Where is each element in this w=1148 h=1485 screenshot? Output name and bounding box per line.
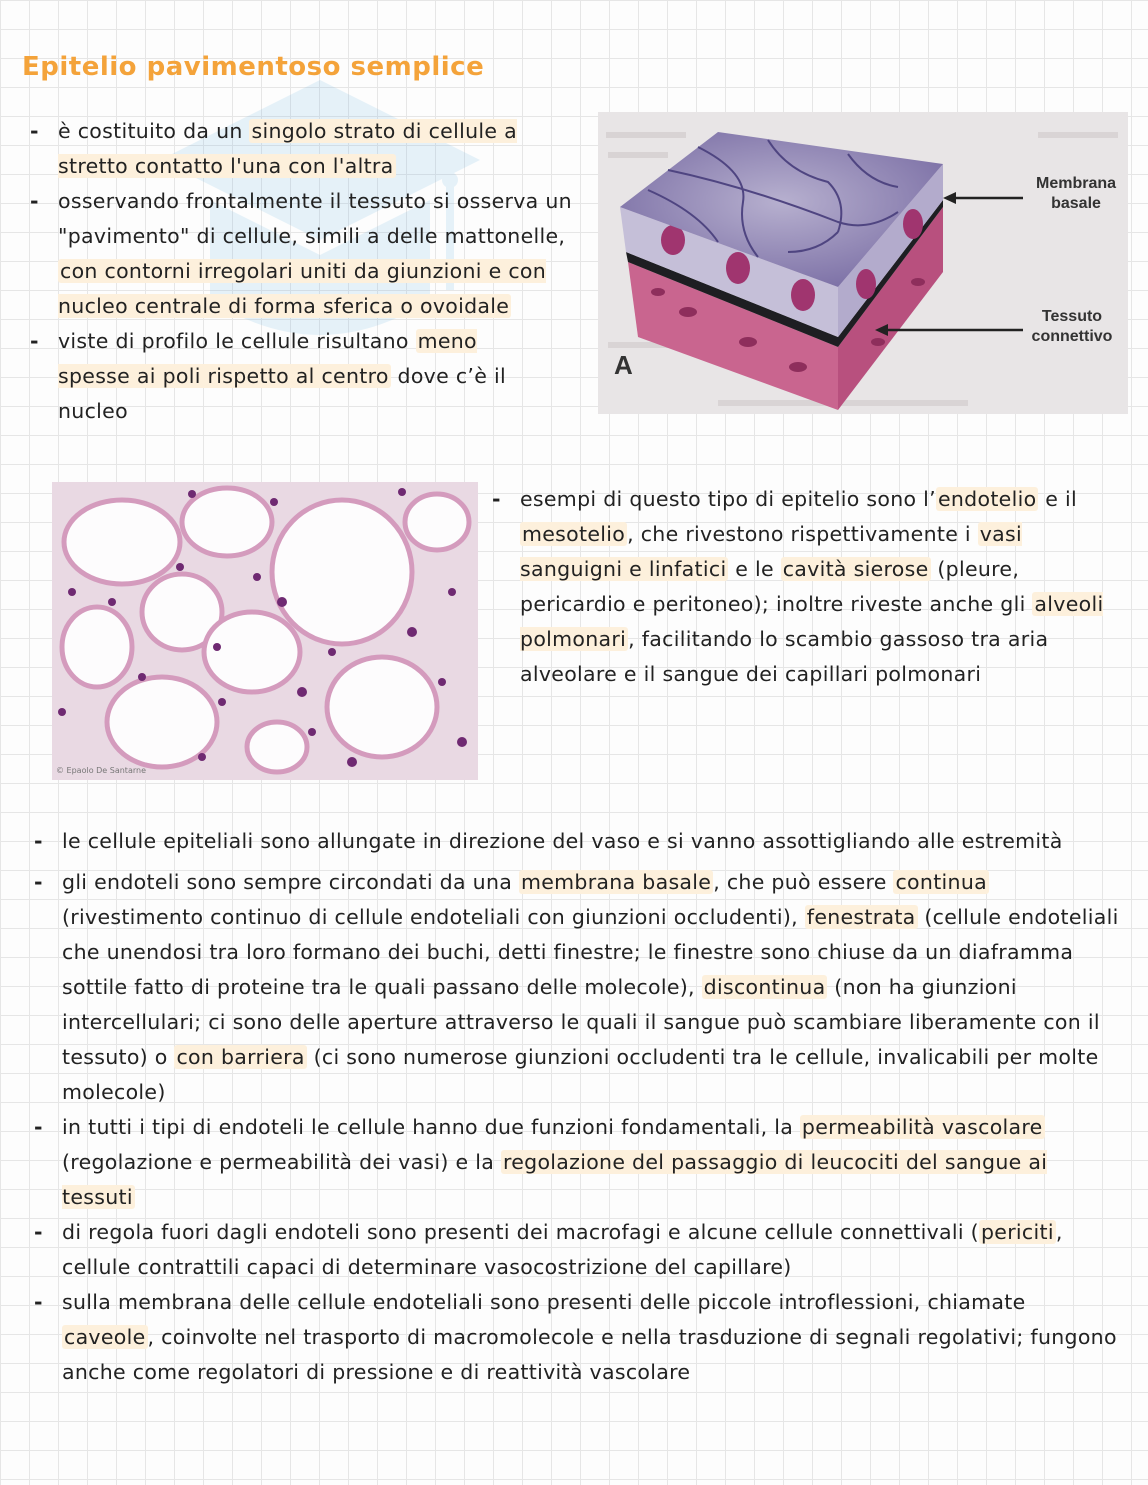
bullet-item: - viste di profilo le cellule risultano meno spesse ai poli rispetto al centro dove c’è il nucleo <box>28 324 588 429</box>
bullet-item: - esempi di questo tipo di epitelio sono l’endotelio e il mesotelio, che rivestono rispettivamente i vasi sanguigni e linfatici e le cavità sierose (pleure, pericardio e peritoneo); inoltre riveste anche gli alveoli polmonari, facilitando lo scambio gassoso tra aria alveolare e il sangue dei capillari polmonari <box>490 482 1120 692</box>
tissue-label: Tessuto connettivo <box>1031 308 1113 345</box>
membrane-label: Membrana basale <box>1035 175 1117 212</box>
bullet-item: - osservando frontalmente il tessuto si osserva un "pavimento" di cellule, simili a delle mattonelle, con contorni irregolari uniti da giunzioni e con nucleo centrale di forma sferica o ovoidale <box>28 184 588 324</box>
endothelium-bullet-list <box>32 824 1122 1390</box>
bullet-item: - in tutti i tipi di endoteli le cellule hanno due funzioni fondamentali, la permeabilità vascolare (regolazione e permeabilità dei vasi) e la regolazione del passaggio di leucociti del sangue ai tessuti <box>32 1110 1122 1215</box>
intro-bullet-list <box>28 114 588 429</box>
page-title: Epitelio pavimentoso semplice <box>22 52 485 82</box>
micrograph-credit: © Epaolo De Santarne <box>56 766 146 775</box>
figure-letter: A <box>614 350 633 380</box>
bullet-item: - sulla membrana delle cellule endoteliali sono presenti delle piccole introflessioni, chiamate caveole, coinvolte nel trasporto di macromolecole e nella trasduzione di segnali regolativi; fungono anche come regolatori di pressione e di reattività vascolare <box>32 1285 1122 1390</box>
bullet-item: - di regola fuori dagli endoteli sono presenti dei macrofagi e alcune cellule connettivali (periciti, cellule contrattili capaci di determinare vasocostrizione del capillare) <box>32 1215 1122 1285</box>
lung-micrograph-figure <box>52 482 478 780</box>
alveoli-micrograph <box>52 482 478 780</box>
bullet-item: - gli endoteli sono sempre circondati da una membrana basale, che può essere continua (rivestimento continuo di cellule endoteliali con giunzioni occludenti), fenestrata (cellule endoteliali che unendosi tra loro formano dei buchi, detti finestre; le finestre sono chiuse da un diaframma sottile fatto di proteine tra le quali passano delle molecole), discontinua (non ha giunzioni intercellulari; ci sono delle aperture attraverso le quali il sangue può scambiare liberamente con il tessuto) o con barriera (ci sono numerose giunzioni occludenti tra le cellule, invalicabili per molte molecole) <box>32 865 1122 1110</box>
epithelium-block-illustration <box>598 112 1128 414</box>
epithelium-diagram-figure <box>598 112 1128 414</box>
bullet-item: - le cellule epiteliali sono allungate in direzione del vaso e si vanno assottigliando alle estremità <box>32 824 1122 859</box>
bullet-item: - è costituito da un singolo strato di cellule a stretto contatto l'una con l'altra <box>28 114 588 184</box>
examples-bullet-list <box>490 482 1120 692</box>
